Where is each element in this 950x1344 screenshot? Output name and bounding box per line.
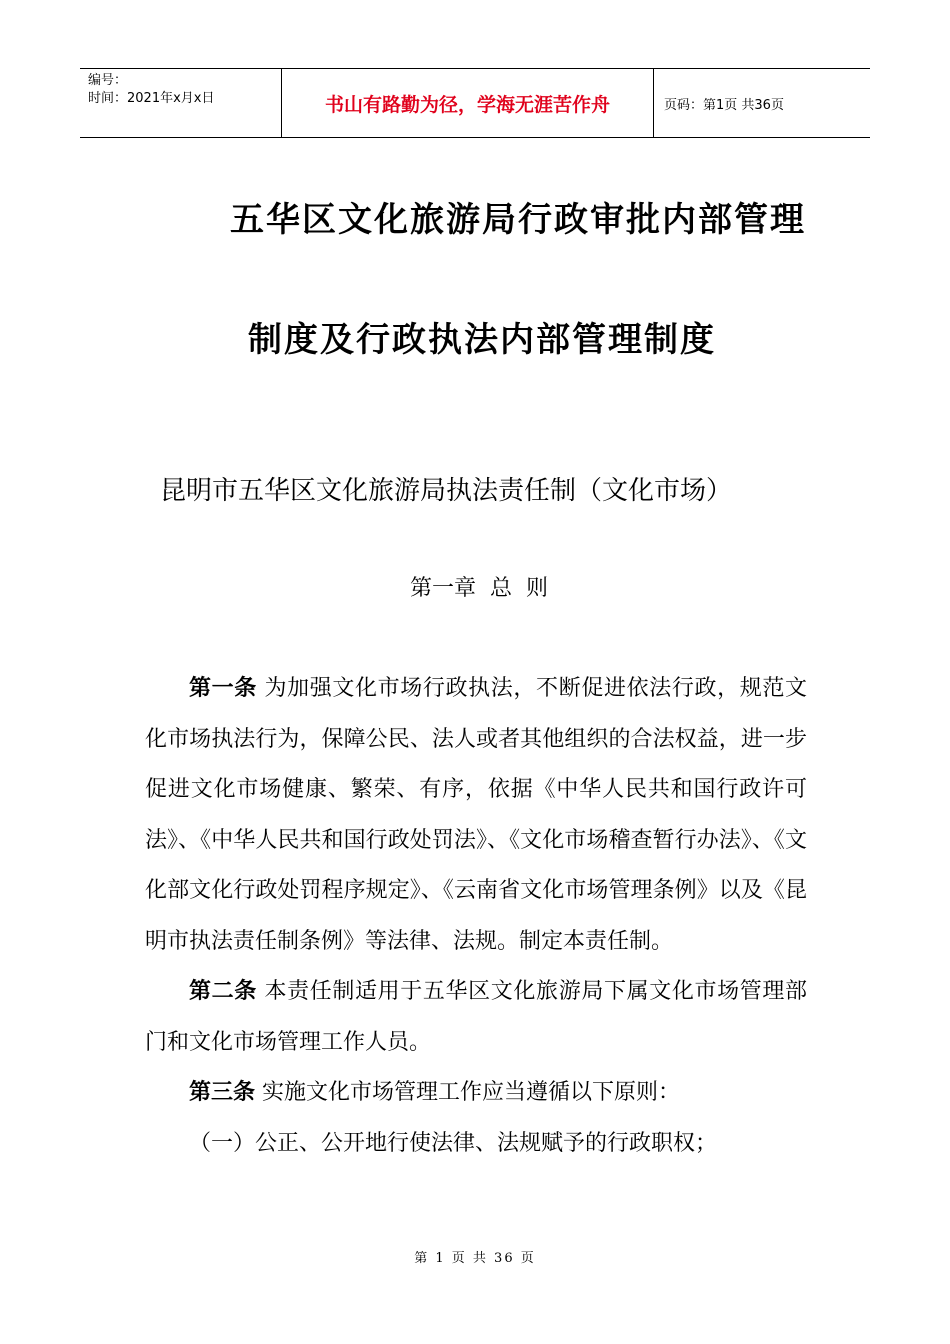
- header-motto: 书山有路勤为径，学海无涯苦作舟: [282, 69, 654, 137]
- document-body: [145, 664, 807, 1169]
- article-text: 本责任制适用于五华区文化旅游局下属文化市场管理部门和文化市场管理工作人员。: [145, 979, 807, 1055]
- article-2: [145, 967, 807, 1068]
- header-page-info: 页码：第1页 共36页: [664, 97, 784, 113]
- article-label: 第三条: [189, 1080, 256, 1105]
- header-meta: [80, 69, 282, 137]
- article-1: [145, 664, 807, 967]
- article-text: （一）公正、公开地行使法律、法规赋予的行政职权；: [189, 1130, 718, 1156]
- document-number-label: 编号：: [88, 73, 128, 88]
- article-text: 实施文化市场管理工作应当遵循以下原则：: [255, 1080, 681, 1105]
- article-text: 为加强文化市场行政执法，不断促进依法行政，规范文化市场执法行为，保障公民、法人或者其他组织的合法权益，进一步促进文化市场健康、繁荣、有序，依据《中华人民共和国行政许可法》、《中华人民共和国行政处罚法》、《文化市场稽查暂行办法》、《文化部文化行政处罚程序规定》、《云南省文化市场管理条例》以及《昆明市执法责任制条例》等法律、法规。制定本责任制。: [145, 676, 807, 954]
- article-label: 第二条: [189, 979, 257, 1004]
- chapter-heading: 第一章 总 则: [410, 576, 548, 601]
- document-time-label: 时间：2021年x月x日: [88, 91, 215, 106]
- article-3: [145, 1068, 807, 1119]
- document-title-line2: 制度及行政执法内部管理制度: [248, 320, 716, 360]
- page-header: [80, 68, 870, 138]
- article-3-item-1: [145, 1119, 807, 1170]
- document-title-line1: 五华区文化旅游局行政审批内部管理: [230, 200, 806, 240]
- page-footer: 第 1 页 共 36 页: [414, 1251, 536, 1266]
- document-subtitle: 昆明市五华区文化旅游局执法责任制（文化市场）: [160, 476, 733, 506]
- article-label: 第一条: [189, 676, 257, 701]
